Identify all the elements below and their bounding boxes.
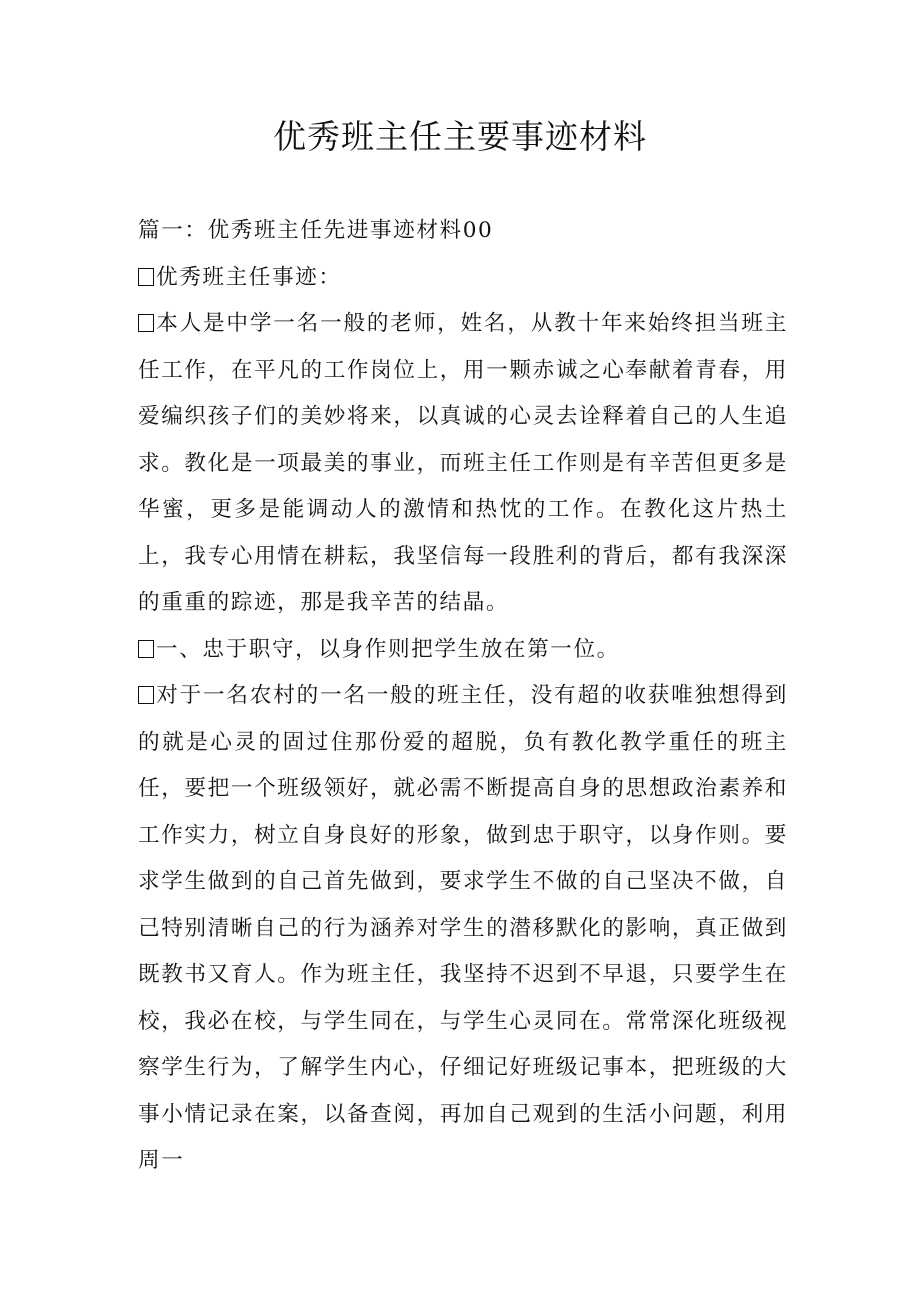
paragraph-section-heading xyxy=(138,627,788,674)
checkbox-placeholder-icon xyxy=(138,686,154,704)
checkbox-placeholder-icon xyxy=(138,268,154,286)
checkbox-placeholder-icon xyxy=(138,314,154,332)
paragraph-section-body xyxy=(138,673,788,1185)
checkbox-placeholder-icon xyxy=(138,640,154,658)
paragraph-intro xyxy=(138,301,788,627)
paragraph-heading xyxy=(138,255,788,302)
paragraph-text: 对于一名农村的一名一般的班主任，没有超的收获唯独想得到的就是心灵的固过住那份爱的超脱，负有教化教学重任的班主任，要把一个班级领好，就必需不断提高自身的思想政治素养和工作实力，树立自身良好的形象，做到忠于职守，以身作则。要求学生做到的自己首先做到，要求学生不做的自己坚决不做，自己特别清晰自己的行为涵养对学生的潜移默化的影响，真正做到既教书又育人。作为班主任，我坚持不迟到不早退，只要学生在校，我必在校，与学生同在，与学生心灵同在。常常深化班级视察学生行为，了解学生内心，仔细记好班级记事本，把班级的大事小情记录在案，以备查阅，再加自己观到的生活小问题，利用周一 xyxy=(138,683,788,1173)
paragraph-text: 本人是中学一名一般的老师，姓名，从教十年来始终担当班主任工作，在平凡的工作岗位上，用一颗赤诚之心奉献着青春，用爱编织孩子们的美妙将来，以真诚的心灵去诠释着自己的人生追求。教化是一项最美的事业，而班主任工作则是有辛苦但更多是华蜜，更多是能调动人的激情和热忱的工作。在教化这片热土上，我专心用情在耕耘，我坚信每一段胜利的背后，都有我深深的重重的踪迹，那是我辛苦的结晶。 xyxy=(138,311,788,615)
paragraph-text: 优秀班主任事迹： xyxy=(156,264,342,290)
paragraph-subtitle xyxy=(138,208,788,255)
document-title: 优秀班主任主要事迹材料 xyxy=(273,117,647,156)
paragraph-text: 一、忠于职守，以身作则把学生放在第一位。 xyxy=(156,636,620,662)
document-body xyxy=(138,208,788,1185)
paragraph-text: 篇一：优秀班主任先进事迹材料00 xyxy=(138,218,494,243)
